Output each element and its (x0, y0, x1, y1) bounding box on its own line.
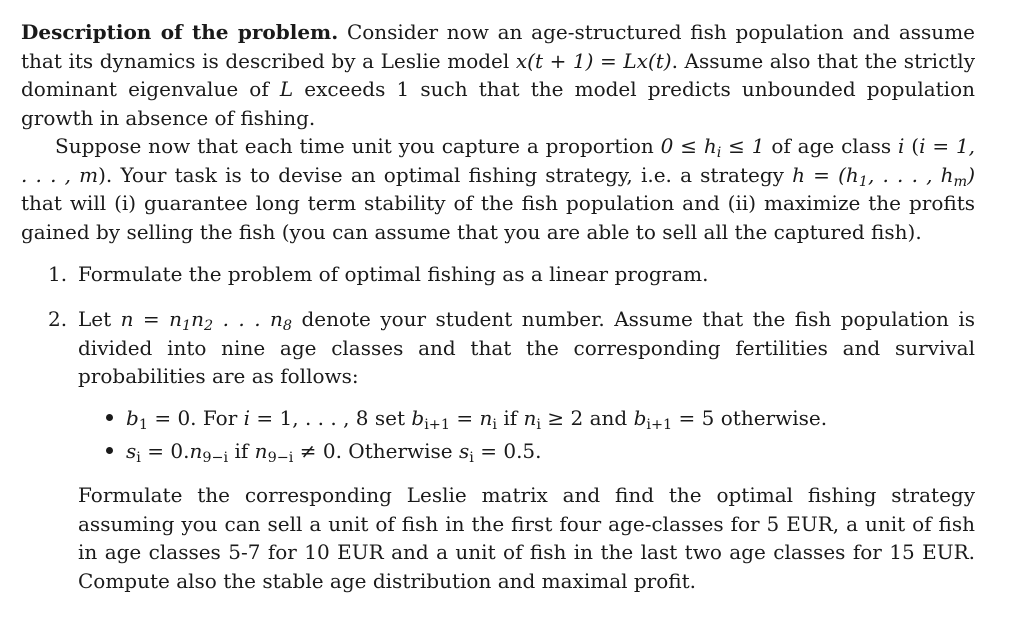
index-range: i = 1, . . . , m (21, 134, 976, 187)
h-mid: , . . . , h (867, 162, 954, 187)
h-sub-1: 1 (858, 173, 868, 190)
heading: Description of the problem. (21, 20, 339, 44)
b1-bi2: b (633, 406, 647, 430)
paragraph-1 (21, 18, 975, 132)
bullet-fertilities (106, 404, 976, 433)
list-item-1 (48, 260, 975, 289)
b1-ni2: n (523, 406, 537, 430)
bullet-survival (106, 437, 976, 466)
range-text: 0 ≤ h (660, 134, 717, 158)
student-number-formula (120, 307, 293, 335)
proportion-range (660, 134, 765, 162)
bullet-dot (106, 447, 113, 454)
item2-text-a: Let (78, 307, 121, 331)
b1-bi-sub: i+1 (424, 417, 451, 434)
para1-text-c: exceeds 1 such that the model predicts unbounded population growth in absence of fishing. (21, 77, 975, 130)
b1-if: if (497, 406, 524, 430)
b1-i: i (243, 406, 251, 430)
b2-n2-sub: 9−i (267, 450, 294, 467)
n-mid: n (191, 307, 205, 331)
b1-ni2-sub: i (536, 417, 542, 434)
b1-ni: n (479, 406, 493, 430)
range-sub: i (716, 145, 722, 162)
b1-rest: = 5 otherwise. (672, 406, 828, 430)
bullet-dot (106, 414, 113, 421)
para2-text-b: of age class (764, 134, 898, 158)
b1-bi2-sub: i+1 (646, 417, 673, 434)
h-end: ) (967, 162, 975, 187)
n-sub-1: 1 (181, 318, 192, 335)
list-item-1-text: Formulate the problem of optimal fishing as a linear program. (78, 262, 709, 286)
para2-text-d: ). Your task is to devise an optimal fishing strategy, i.e. a strategy (98, 162, 793, 187)
b1-eq: = (450, 406, 480, 430)
b2-s2: s (459, 439, 470, 463)
s-sub: i (136, 450, 141, 467)
paragraph-2 (21, 132, 975, 246)
list-number-2: 2. (48, 307, 68, 331)
b2-n-sub: 9−i (202, 450, 229, 467)
paragraph-3: Formulate the corresponding Leslie matrix and find the optimal fishing strategy assuming you can sell a unit of fish in the first four age-classes for 5 EUR, a unit of fish in age classes 5-7 for 10 EUR and a unit of fish in the last two age classes for 15 EUR. Compute also the stable age distribution and maximal profit. (78, 483, 975, 593)
b2-rest: = 0.5. (473, 439, 542, 463)
b2-s2-sub: i (469, 450, 474, 467)
n-sub-2: 2 (204, 318, 214, 335)
n-text: n = n (120, 307, 182, 331)
list-item-2 (48, 305, 975, 391)
range-end: ≤ 1 (721, 134, 765, 158)
b-var: b (126, 406, 139, 430)
h-sub-m: m (953, 173, 968, 190)
s-var: s (126, 439, 137, 463)
b1-cond: ≥ 2 and (541, 406, 634, 430)
b2-if: if (228, 439, 255, 463)
b1-ni-sub: i (492, 417, 498, 434)
list-number-1: 1. (48, 262, 68, 286)
para2-text-e: that will (i) guarantee long term stability of the fish population and (ii) maximize the profits gained by selling the fish (you can assume that you are able to sell all the captured fish). (21, 191, 975, 244)
n-sub-8: 8 (282, 318, 293, 335)
b2-neq: ≠ 0. Otherwise (293, 439, 459, 463)
strategy-vector (792, 162, 975, 190)
leslie-model-formula: x(t + 1) = Lx(t) (515, 48, 672, 73)
b1-eq0: = 0. For (147, 406, 244, 430)
b1-range: = 1, . . . , 8 set (250, 406, 412, 430)
b1-bi: b (411, 406, 425, 430)
b2-eq: = 0. (140, 439, 190, 463)
b-sub: 1 (138, 417, 148, 434)
para1-text-a: Consider now an age-structured fish population and assume that its dynamics is described by a Leslie model (21, 20, 975, 73)
para2-text-c: ( (904, 134, 920, 158)
para1-text-b: . Assume also that the strictly dominant eigenvalue of (21, 48, 976, 101)
n-dots: . . . n (213, 307, 283, 331)
para2-text-a: Suppose now that each time unit you capture a proportion (55, 134, 661, 158)
b2-n2: n (254, 439, 268, 463)
b2-n: n (189, 439, 203, 463)
list-item-2-text (78, 305, 975, 391)
matrix-L: L (279, 77, 294, 101)
h-text: h = (h (792, 162, 859, 187)
index-i: i (898, 134, 905, 158)
item2-text-b: denote your student number. Assume that the fish population is divided into nine age classes and that the corresponding fertilities and survival probabilities are as follows: (78, 307, 976, 388)
